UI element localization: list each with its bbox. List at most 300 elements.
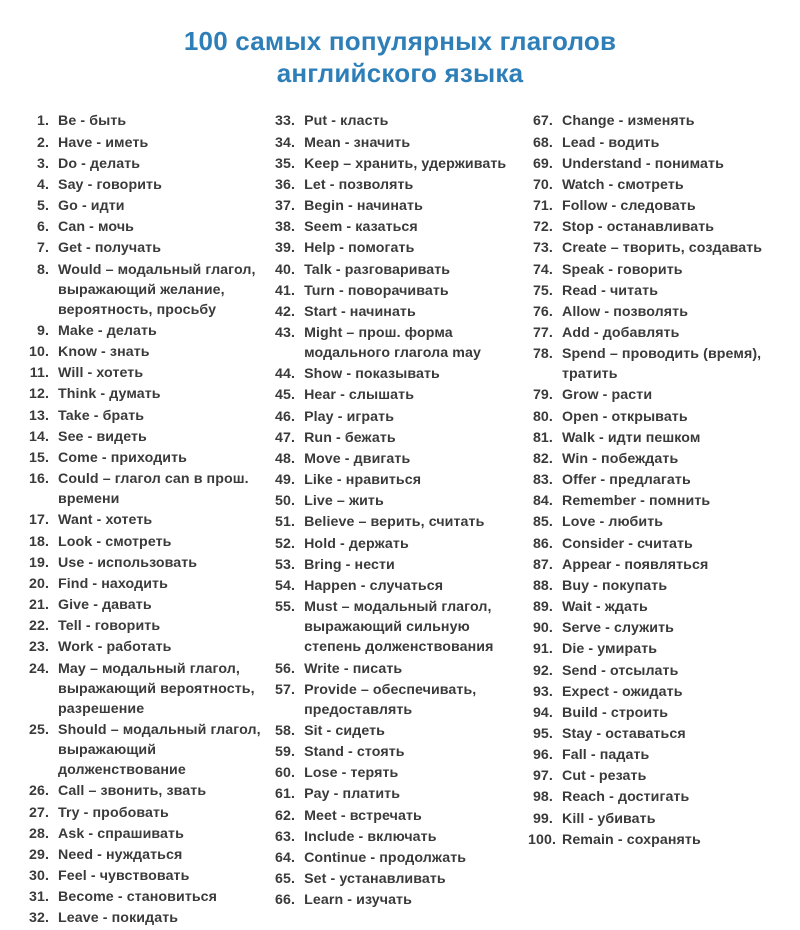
list-item-text: Have - иметь xyxy=(58,134,149,151)
list-item-text: Bring - нести xyxy=(304,556,395,573)
list-item-number: 82. xyxy=(532,450,553,467)
list-item-number: 6. xyxy=(36,219,49,236)
list-item xyxy=(24,363,270,383)
list-item-text: Tell - говорить xyxy=(58,618,161,635)
list-item-text: Allow - позволять xyxy=(561,303,689,320)
list-item-number: 94. xyxy=(532,704,553,721)
list-item-number: 33. xyxy=(275,113,296,130)
list-item-text: Hold - держать xyxy=(304,535,409,552)
list-item-number: 19. xyxy=(28,554,49,571)
list-item-text: Believe – верить, считать xyxy=(304,514,485,531)
verb-list-1 xyxy=(24,111,270,928)
list-item-number: 97. xyxy=(532,768,553,785)
list-item-number: 8. xyxy=(36,261,49,278)
list-item xyxy=(270,260,528,280)
list-item-text: Put - класть xyxy=(304,113,389,130)
list-item-text: Feel - чувствовать xyxy=(58,868,190,885)
list-item-text: Read - читать xyxy=(561,282,659,299)
list-item-text: Lead - водить xyxy=(561,134,660,151)
list-item-text: Start - начинать xyxy=(304,303,416,320)
list-item xyxy=(270,763,528,783)
list-item-text: Find - находить xyxy=(58,575,168,592)
list-item-text: Create – творить, создавать xyxy=(561,240,763,257)
list-item-text: Send - отсылать xyxy=(561,662,679,679)
list-item-number: 17. xyxy=(28,512,49,529)
list-item xyxy=(24,384,270,404)
list-item-text: Might – прош. форма модального глагола may xyxy=(304,325,481,362)
list-item xyxy=(24,510,270,530)
list-item xyxy=(24,720,270,780)
list-item-text: Stay - оставаться xyxy=(561,725,686,742)
list-item xyxy=(24,196,270,216)
verb-list-2 xyxy=(270,111,528,910)
list-item-text: Kill - убивать xyxy=(561,810,656,827)
list-item xyxy=(270,491,528,511)
list-item-number: 4. xyxy=(36,176,49,193)
list-item-text: Change - изменять xyxy=(561,113,695,130)
list-item xyxy=(24,133,270,153)
list-item-text: Know - знать xyxy=(58,344,150,361)
list-item-text: Serve - служить xyxy=(561,620,674,637)
list-item-number: 44. xyxy=(275,366,296,383)
list-item xyxy=(528,323,776,343)
list-item-number: 50. xyxy=(275,493,296,510)
list-item-number: 46. xyxy=(275,408,296,425)
list-item-number: 100. xyxy=(527,831,556,848)
list-item-number: 69. xyxy=(532,155,553,172)
list-item-number: 73. xyxy=(532,240,553,257)
list-item-number: 52. xyxy=(275,535,296,552)
list-item-number: 68. xyxy=(532,134,553,151)
list-item-number: 78. xyxy=(532,346,553,363)
list-item-text: Offer - предлагать xyxy=(561,472,691,489)
list-item xyxy=(528,260,776,280)
list-item-text: Happen - случаться xyxy=(304,577,444,594)
list-item xyxy=(528,682,776,702)
list-item xyxy=(24,532,270,552)
list-item-text: Should – модальный глагол, выражающий долженствование xyxy=(58,721,261,779)
list-item-number: 15. xyxy=(28,449,49,466)
list-item-number: 48. xyxy=(275,450,296,467)
list-item-number: 9. xyxy=(36,323,49,339)
list-item xyxy=(270,364,528,384)
list-item xyxy=(24,908,270,928)
list-item-text: Must – модальный глагол, выражающий сильную степень долженствования xyxy=(304,599,494,656)
list-item xyxy=(24,111,270,131)
list-item-number: 25. xyxy=(28,721,49,738)
list-item-text: Mean - значить xyxy=(304,134,411,151)
list-item-text: Watch - смотреть xyxy=(561,176,684,193)
list-item-text: Try - пробовать xyxy=(58,804,169,821)
list-item-number: 61. xyxy=(275,786,296,803)
list-item-text: Fall - падать xyxy=(561,747,650,764)
list-item-text: Open - открывать xyxy=(561,408,688,425)
list-item-number: 41. xyxy=(275,282,296,299)
list-item-number: 62. xyxy=(275,807,296,824)
list-item-text: Could – глагол can в прош. времени xyxy=(58,471,249,508)
list-item-number: 23. xyxy=(28,639,49,656)
list-item-text: Die - умирать xyxy=(561,641,658,658)
list-item xyxy=(24,637,270,657)
list-item-number: 66. xyxy=(275,892,296,909)
list-item xyxy=(270,784,528,804)
page-title-line-2: английского языка xyxy=(276,57,524,88)
list-item-text: Go - идти xyxy=(58,198,125,215)
list-item xyxy=(270,534,528,554)
list-item-number: 88. xyxy=(532,577,553,594)
list-item xyxy=(528,745,776,765)
list-item-text: Run - бежать xyxy=(304,429,396,446)
list-item-number: 26. xyxy=(28,783,49,800)
list-item xyxy=(528,597,776,617)
list-item xyxy=(528,281,776,301)
list-item-text: Take - брать xyxy=(58,407,145,424)
list-item xyxy=(528,302,776,322)
list-item-number: 95. xyxy=(532,725,553,742)
list-item-text: Keep – хранить, удерживать xyxy=(304,155,507,172)
list-item-number: 70. xyxy=(532,176,553,193)
list-item-text: Wait - ждать xyxy=(561,599,648,616)
list-item-number: 96. xyxy=(532,747,553,764)
list-item-number: 99. xyxy=(532,810,553,827)
list-item-number: 47. xyxy=(275,429,296,446)
list-item xyxy=(270,111,528,131)
list-item-text: Say - говорить xyxy=(58,176,162,193)
list-item-text: Add - добавлять xyxy=(561,325,680,341)
list-item-text: Seem - казаться xyxy=(304,219,418,236)
page-title xyxy=(80,26,720,89)
list-item-number: 56. xyxy=(275,660,296,677)
list-item xyxy=(528,555,776,575)
list-item xyxy=(270,576,528,596)
list-item-number: 85. xyxy=(532,514,553,531)
list-item xyxy=(270,890,528,910)
list-item-text: See - видеть xyxy=(58,428,147,445)
verb-list-3 xyxy=(528,111,776,849)
verb-column-3 xyxy=(528,111,776,850)
list-item-number: 40. xyxy=(275,261,296,278)
list-item xyxy=(270,597,528,657)
list-item xyxy=(528,407,776,427)
list-item-text: Lose - терять xyxy=(304,765,399,782)
list-item xyxy=(528,724,776,744)
list-item xyxy=(270,680,528,720)
list-item xyxy=(24,803,270,823)
list-item-text: Will - хотеть xyxy=(58,365,144,382)
list-item-text: Include - включать xyxy=(304,828,437,845)
list-item-text: Meet - встречать xyxy=(304,807,422,824)
list-item-number: 24. xyxy=(28,660,49,677)
list-item xyxy=(270,154,528,174)
list-item xyxy=(270,407,528,427)
list-item-number: 11. xyxy=(29,365,49,382)
list-item xyxy=(528,449,776,469)
list-item-number: 54. xyxy=(275,577,296,594)
verb-column-1 xyxy=(24,111,270,929)
list-item xyxy=(528,534,776,554)
list-item-number: 67. xyxy=(532,113,553,130)
list-item-text: Use - использовать xyxy=(58,554,198,571)
verb-column-2 xyxy=(270,111,528,911)
list-item-number: 42. xyxy=(275,303,296,320)
list-item xyxy=(528,639,776,659)
list-item-number: 86. xyxy=(532,535,553,552)
list-item xyxy=(270,217,528,237)
list-item xyxy=(270,869,528,889)
list-item-number: 34. xyxy=(275,134,296,151)
list-item-number: 18. xyxy=(28,533,49,550)
list-item-text: Follow - следовать xyxy=(561,198,696,215)
list-item-text: Let - позволять xyxy=(304,176,414,193)
list-item-number: 83. xyxy=(532,472,553,489)
list-item xyxy=(24,781,270,801)
list-item-text: Love - любить xyxy=(561,514,664,531)
list-item-text: Think - думать xyxy=(58,386,161,403)
list-item-text: Like - нравиться xyxy=(304,472,422,489)
list-item-number: 58. xyxy=(275,722,296,739)
list-item xyxy=(270,806,528,826)
list-item-text: Stand - стоять xyxy=(304,744,405,761)
list-item-text: Leave - покидать xyxy=(58,910,179,927)
list-item-text: Become - становиться xyxy=(58,889,218,906)
list-item xyxy=(270,281,528,301)
list-item-number: 80. xyxy=(532,408,553,425)
list-item-number: 36. xyxy=(275,176,296,193)
list-item xyxy=(270,659,528,679)
list-item-number: 79. xyxy=(532,387,553,404)
list-item-number: 12. xyxy=(28,386,49,403)
list-item-number: 76. xyxy=(532,303,553,320)
verb-columns xyxy=(18,111,782,929)
list-item xyxy=(528,344,776,384)
list-item-text: Get - получать xyxy=(58,240,162,257)
list-item-text: Begin - начинать xyxy=(304,198,423,215)
list-item xyxy=(528,576,776,596)
list-item-number: 75. xyxy=(532,282,553,299)
list-item xyxy=(270,385,528,405)
list-item-number: 3. xyxy=(36,155,49,172)
list-item-number: 39. xyxy=(275,240,296,257)
list-item-number: 63. xyxy=(275,828,296,845)
list-item-number: 89. xyxy=(532,599,553,616)
list-item-number: 72. xyxy=(532,219,553,236)
list-item-number: 55. xyxy=(275,599,296,616)
list-item xyxy=(528,133,776,153)
list-item xyxy=(270,196,528,216)
list-item xyxy=(528,830,776,850)
list-item xyxy=(528,470,776,490)
list-item xyxy=(24,342,270,362)
list-item xyxy=(24,553,270,573)
list-item xyxy=(270,323,528,363)
list-item-text: Expect - ожидать xyxy=(561,683,683,700)
list-item-text: Come - приходить xyxy=(58,449,187,466)
list-item xyxy=(24,154,270,174)
list-item-number: 38. xyxy=(275,219,296,236)
list-item-number: 30. xyxy=(28,868,49,885)
list-item-text: Set - устанавливать xyxy=(304,871,446,888)
list-item-text: Need - нуждаться xyxy=(58,846,183,863)
list-item-number: 51. xyxy=(275,514,296,531)
list-item-text: Ask - спрашивать xyxy=(58,825,184,842)
list-item xyxy=(270,742,528,762)
list-item xyxy=(24,321,270,341)
list-item-text: Talk - разговаривать xyxy=(304,261,451,278)
list-item-text: Grow - расти xyxy=(561,387,653,404)
list-item-number: 32. xyxy=(28,910,49,927)
list-item-number: 77. xyxy=(532,325,553,341)
list-item xyxy=(270,512,528,532)
list-item xyxy=(528,703,776,723)
list-item xyxy=(24,574,270,594)
list-item-text: Want - хотеть xyxy=(58,512,153,529)
list-item-text: Can - мочь xyxy=(58,219,134,236)
list-item-number: 93. xyxy=(532,683,553,700)
list-item-text: Walk - идти пешком xyxy=(561,429,701,446)
list-item xyxy=(24,448,270,468)
list-item-number: 37. xyxy=(275,198,296,215)
list-item xyxy=(528,111,776,131)
list-item-text: Stop - останавливать xyxy=(561,219,715,236)
list-item-text: Look - смотреть xyxy=(58,533,172,550)
list-item-number: 60. xyxy=(275,765,296,782)
list-item xyxy=(270,449,528,469)
list-item-text: Win - побеждать xyxy=(561,450,679,467)
list-item xyxy=(528,385,776,405)
list-item-number: 43. xyxy=(275,325,296,341)
list-item xyxy=(24,845,270,865)
list-item xyxy=(24,824,270,844)
list-item-text: Do - делать xyxy=(58,155,141,172)
list-item-number: 22. xyxy=(28,618,49,635)
list-item-number: 90. xyxy=(532,620,553,637)
list-item xyxy=(528,809,776,829)
list-item xyxy=(270,827,528,847)
list-item-text: Write - писать xyxy=(304,660,403,677)
list-item-text: Pay - платить xyxy=(304,786,401,803)
list-item xyxy=(24,427,270,447)
list-item-text: Speak - говорить xyxy=(561,261,683,278)
list-item-text: Make - делать xyxy=(58,323,157,339)
list-item xyxy=(24,616,270,636)
list-item-number: 2. xyxy=(36,134,49,151)
page-title-line-1: 100 самых популярных глаголов xyxy=(183,26,617,56)
list-item-number: 53. xyxy=(275,556,296,573)
list-item xyxy=(270,848,528,868)
list-item xyxy=(528,428,776,448)
list-item-text: Give - давать xyxy=(58,597,152,614)
list-item xyxy=(528,154,776,174)
list-item-number: 87. xyxy=(532,556,553,573)
list-item xyxy=(24,260,270,320)
list-item-text: Move - двигать xyxy=(304,450,411,467)
list-item-text: Would – модальный глагол, выражающий желание, вероятность, просьбу xyxy=(58,261,256,318)
list-item xyxy=(528,217,776,237)
list-item-text: Live – жить xyxy=(304,493,384,510)
list-item-text: May – модальный глагол, выражающий вероятность, разрешение xyxy=(58,660,255,717)
list-item xyxy=(24,238,270,258)
list-item-number: 84. xyxy=(532,493,553,510)
list-item-number: 1. xyxy=(36,113,49,130)
list-item-text: Be - быть xyxy=(58,113,127,130)
list-item xyxy=(270,428,528,448)
list-item xyxy=(528,196,776,216)
list-item-text: Understand - понимать xyxy=(561,155,724,172)
list-item-text: Build - строить xyxy=(561,704,669,721)
list-item-text: Show - показывать xyxy=(304,366,440,383)
list-item-text: Work - работать xyxy=(58,639,172,656)
list-item xyxy=(528,512,776,532)
list-item-text: Turn - поворачивать xyxy=(304,282,449,299)
list-item xyxy=(528,787,776,807)
list-item-number: 5. xyxy=(36,198,49,215)
list-item-text: Continue - продолжать xyxy=(304,849,467,866)
list-item-number: 57. xyxy=(275,681,296,698)
list-item-text: Cut - резать xyxy=(561,768,647,785)
list-item xyxy=(24,406,270,426)
list-item-text: Provide – обеспечивать, предоставлять xyxy=(304,681,477,718)
list-item-number: 91. xyxy=(532,641,553,658)
list-item xyxy=(528,491,776,511)
list-item-number: 10. xyxy=(28,344,49,361)
list-item-text: Spend – проводить (время), тратить xyxy=(561,346,762,383)
list-item-number: 49. xyxy=(275,472,296,489)
list-item-number: 35. xyxy=(275,155,296,172)
list-item-number: 65. xyxy=(275,871,296,888)
list-item xyxy=(528,661,776,681)
list-item xyxy=(528,238,776,258)
list-item-text: Call – звонить, звать xyxy=(58,783,207,800)
list-item xyxy=(24,866,270,886)
list-item xyxy=(24,175,270,195)
list-item-text: Help - помогать xyxy=(304,240,415,257)
list-item-number: 64. xyxy=(275,849,296,866)
list-item-number: 45. xyxy=(275,387,296,404)
list-item-number: 92. xyxy=(532,662,553,679)
list-item xyxy=(270,302,528,322)
list-item-text: Reach - достигать xyxy=(561,789,690,806)
list-item-number: 59. xyxy=(275,744,296,761)
list-item-text: Remember - помнить xyxy=(561,493,711,510)
list-item-number: 81. xyxy=(532,429,553,446)
list-item-text: Buy - покупать xyxy=(561,577,668,594)
list-item-number: 14. xyxy=(28,428,49,445)
list-item-number: 29. xyxy=(28,846,49,863)
list-item xyxy=(24,469,270,509)
list-item xyxy=(24,659,270,719)
list-item-text: Remain - сохранять xyxy=(561,831,701,848)
list-item-number: 7. xyxy=(36,240,49,257)
list-item-text: Sit - сидеть xyxy=(304,722,386,739)
list-item xyxy=(270,175,528,195)
list-item-number: 16. xyxy=(28,471,49,488)
list-item-number: 71. xyxy=(532,198,553,215)
list-item xyxy=(24,595,270,615)
list-item-text: Hear - слышать xyxy=(304,387,415,404)
list-item xyxy=(270,133,528,153)
list-item-number: 98. xyxy=(532,789,553,806)
list-item xyxy=(528,618,776,638)
list-item xyxy=(270,555,528,575)
list-item-number: 28. xyxy=(28,825,49,842)
list-item-text: Appear - появляться xyxy=(561,556,709,573)
list-item xyxy=(24,887,270,907)
list-item-number: 20. xyxy=(28,575,49,592)
list-item-number: 27. xyxy=(28,804,49,821)
list-item-number: 74. xyxy=(532,261,553,278)
list-item-text: Play - играть xyxy=(304,408,395,425)
list-item xyxy=(24,217,270,237)
